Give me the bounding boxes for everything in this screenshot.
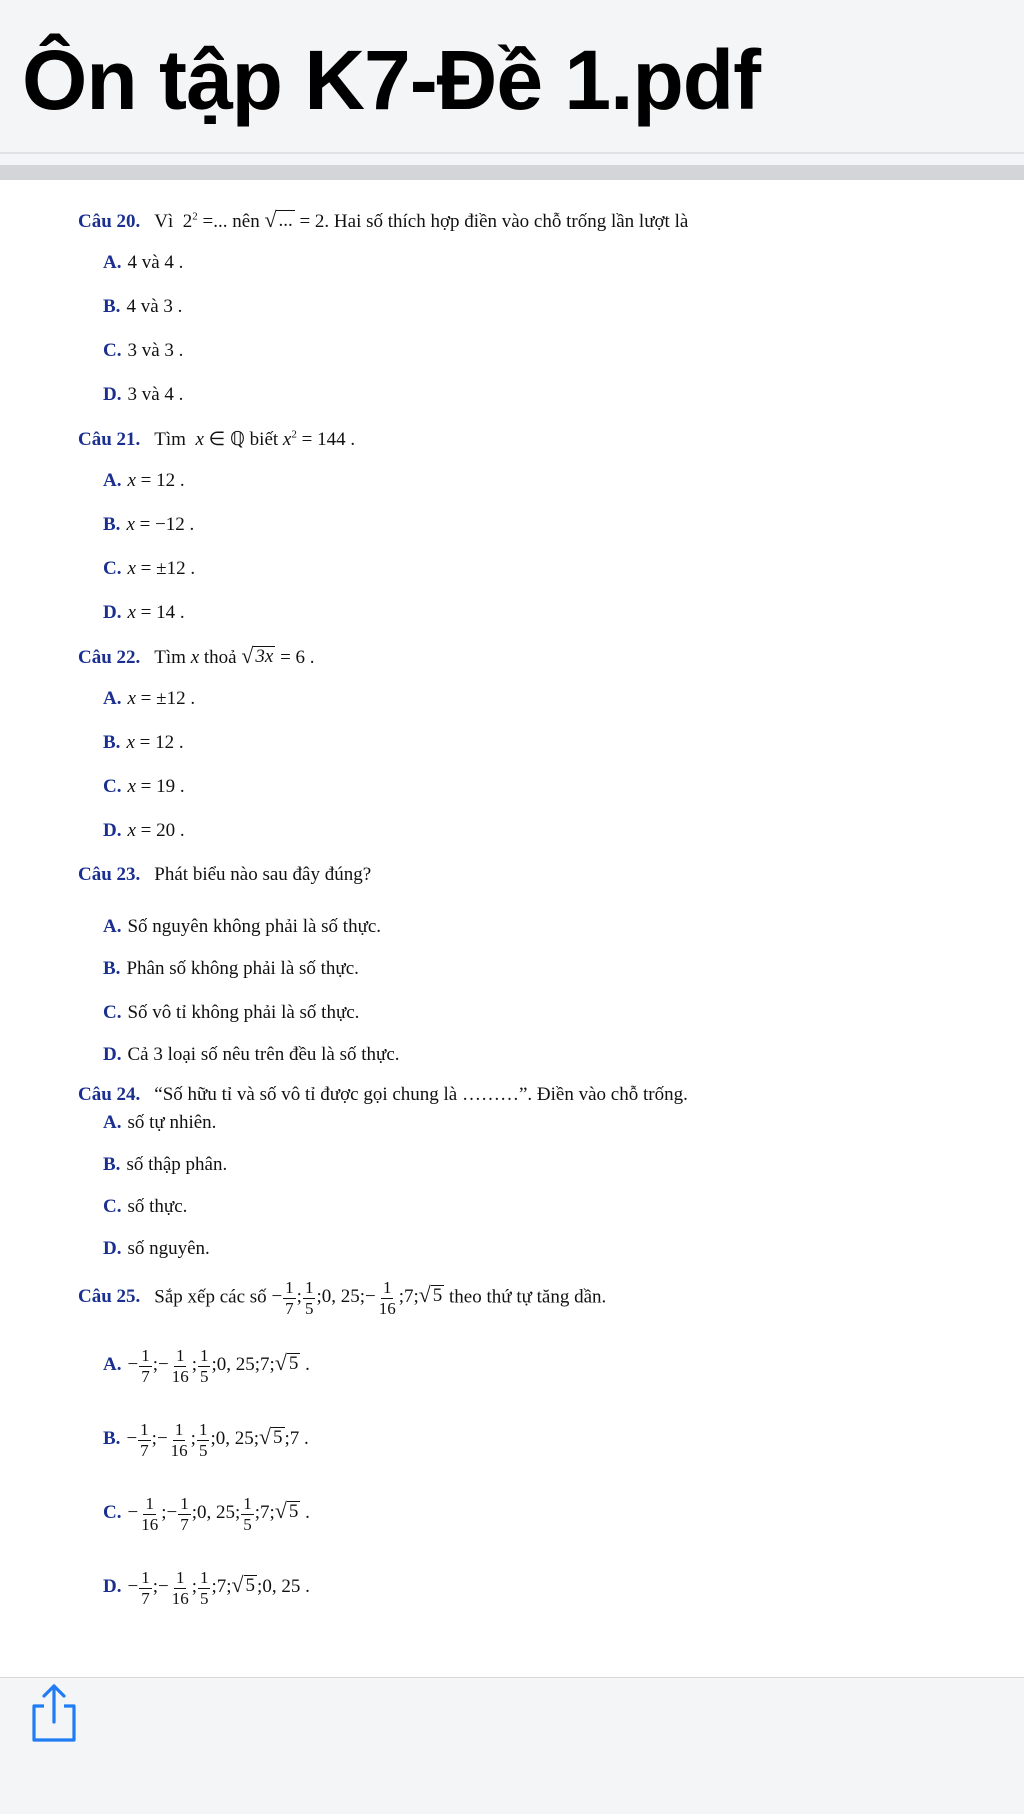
bottom-toolbar: [0, 1678, 1024, 1814]
numerator: 1: [285, 1278, 294, 1297]
fraction-body: [170, 1568, 191, 1608]
fraction-body: [198, 1346, 211, 1386]
sqrt-five: [259, 1427, 285, 1449]
separator: ;: [269, 1502, 275, 1524]
option-var: x: [127, 820, 136, 841]
fraction: [157, 1346, 192, 1386]
separator: ;: [161, 1502, 167, 1524]
minus-sign: −: [157, 1576, 169, 1598]
numerator: 1: [145, 1494, 154, 1513]
question-22: [78, 646, 315, 669]
separator: ;: [254, 1502, 261, 1524]
q21-exp: 2: [291, 428, 297, 441]
option-label: D.: [103, 384, 122, 405]
option-text: = 14 .: [140, 602, 185, 623]
q22-var: x: [190, 647, 200, 669]
decimal-value: 0, 25: [262, 1576, 301, 1598]
option-text: = 20 .: [140, 820, 185, 841]
option-text: = 19 .: [140, 776, 185, 797]
decimal-value: 0, 25: [196, 1502, 235, 1524]
fraction: [240, 1494, 255, 1534]
separator: ;: [398, 1286, 404, 1308]
fraction: [302, 1278, 317, 1318]
option-text: số nguyên.: [127, 1238, 210, 1259]
fraction-body: [139, 1494, 160, 1534]
option-label: D.: [103, 602, 122, 623]
option-label: A.: [103, 688, 122, 709]
option-text: số thực.: [127, 1196, 188, 1217]
separator: ;: [234, 1502, 241, 1524]
fraction-body: [169, 1420, 190, 1460]
radical-sign: √: [274, 1499, 287, 1524]
question-21: [78, 428, 355, 451]
option-label: B.: [103, 296, 121, 317]
q22-text2: thoả: [203, 647, 237, 669]
separator: ;: [210, 1428, 216, 1450]
q25-option-b[interactable]: [103, 1420, 309, 1460]
integer-value: 7: [289, 1428, 300, 1450]
q24-option-b[interactable]: [103, 1154, 227, 1176]
denominator: 5: [199, 1588, 209, 1608]
fraction-body: [138, 1420, 151, 1460]
option-var: x: [127, 470, 136, 491]
option-var: x: [126, 514, 135, 535]
fraction-body: [139, 1346, 152, 1386]
option-text: 4 và 4 .: [127, 252, 184, 273]
q20-radicand: ...: [278, 210, 293, 231]
numerator: 1: [304, 1278, 314, 1297]
q22-text: Tìm: [154, 647, 186, 669]
denominator: 16: [171, 1588, 189, 1608]
share-icon[interactable]: [24, 1682, 84, 1742]
option-label: B.: [103, 732, 121, 753]
q20-option-c[interactable]: [103, 340, 183, 362]
fraction: [196, 1420, 211, 1460]
question-number: Câu 23.: [78, 864, 141, 885]
fraction: [156, 1420, 191, 1460]
fraction-body: [198, 1568, 211, 1608]
fraction: [197, 1568, 212, 1608]
q24-option-a[interactable]: [103, 1112, 216, 1134]
option-text: 3 và 3 .: [127, 340, 184, 361]
q22-eq: = 6 .: [280, 647, 315, 669]
option-text: 4 và 3 .: [126, 296, 183, 317]
fraction: [126, 1420, 151, 1460]
q21-option-c[interactable]: [103, 558, 195, 580]
option-label: B.: [103, 1154, 121, 1175]
question-number: Câu 25.: [78, 1286, 141, 1308]
integer-value: 7: [216, 1576, 227, 1598]
radicand: 5: [245, 1575, 256, 1597]
denominator: 5: [304, 1298, 314, 1318]
option-text: Số vô tỉ không phải là số thực.: [127, 1002, 360, 1023]
q20-exp: 2: [192, 210, 198, 223]
sqrt-five: [275, 1501, 301, 1523]
radicand: 5: [432, 1285, 443, 1307]
radical-sign: √: [231, 1573, 244, 1598]
separator: ;: [359, 1286, 365, 1308]
page-gap: [0, 165, 1024, 180]
question-20: [78, 210, 688, 233]
separator: ;: [257, 1576, 263, 1598]
q20-eq: = 2: [299, 211, 325, 233]
separator: ;: [152, 1354, 158, 1376]
q22-option-b[interactable]: [103, 732, 184, 754]
option-var: x: [127, 602, 136, 623]
separator: ;: [190, 1428, 196, 1450]
fraction-body: [139, 1568, 152, 1608]
q21-option-a[interactable]: [103, 470, 185, 492]
option-text: = −12 .: [139, 514, 195, 535]
denominator: 16: [141, 1514, 159, 1534]
q23-text: Phát biểu nào sau đây đúng?: [154, 864, 372, 885]
q25-text: Sắp xếp các số: [154, 1286, 267, 1308]
option-label: D.: [103, 1044, 122, 1065]
minus-sign: −: [127, 1354, 139, 1376]
numerator: 1: [140, 1420, 149, 1439]
option-label: A.: [103, 252, 122, 273]
separator: ;: [191, 1502, 197, 1524]
radical-sign: √: [418, 1283, 431, 1308]
option-label: C.: [103, 340, 122, 361]
integer-value: 7: [260, 1502, 270, 1524]
sqrt-five: [275, 1353, 301, 1375]
sqrt-five: [419, 1285, 445, 1307]
decimal-value: 0, 25: [216, 1354, 255, 1376]
period: .: [299, 1428, 309, 1450]
q25-option-c[interactable]: [103, 1494, 310, 1534]
q20-sqrt: √ ...: [264, 208, 293, 233]
q21-var: x: [195, 429, 204, 450]
question-number: Câu 24.: [78, 1084, 141, 1105]
separator: ;: [269, 1354, 275, 1376]
numerator: 1: [199, 1568, 209, 1587]
option-text: số tự nhiên.: [127, 1112, 217, 1133]
q25-text2: theo thứ tự tăng dần.: [449, 1286, 607, 1308]
option-label: D.: [103, 1238, 122, 1259]
denominator: 7: [141, 1588, 150, 1608]
separator: ;: [284, 1428, 290, 1450]
option-text: số thập phân.: [126, 1154, 228, 1175]
pdf-header: [0, 0, 1024, 150]
question-25: [78, 1278, 606, 1318]
separator: ;: [152, 1576, 158, 1598]
option-label: C.: [103, 558, 122, 579]
q21-option-b[interactable]: [103, 514, 194, 536]
decimal-value: 0, 25: [215, 1428, 254, 1450]
q22-radicand: 3x: [255, 646, 274, 667]
fraction: [127, 1568, 152, 1608]
fraction: [197, 1346, 212, 1386]
numerator: 1: [198, 1420, 208, 1439]
numerator: 1: [141, 1346, 150, 1365]
q25-option-d[interactable]: [103, 1568, 310, 1608]
separator: ;: [413, 1286, 419, 1308]
option-math: [127, 1346, 310, 1386]
fraction-body: [178, 1494, 191, 1534]
fraction: [127, 1346, 152, 1386]
radical-sign: √: [274, 1351, 287, 1376]
denominator: 5: [198, 1440, 208, 1460]
separator: ;: [211, 1576, 217, 1598]
denominator: 7: [141, 1366, 150, 1386]
fraction: [157, 1568, 192, 1608]
minus-sign: −: [365, 1286, 376, 1308]
q23-option-a[interactable]: [103, 916, 381, 938]
q20-option-d[interactable]: [103, 384, 183, 406]
q21-option-d[interactable]: [103, 602, 185, 624]
q22-option-d[interactable]: [103, 820, 185, 842]
decimal-value: 0, 25: [321, 1286, 360, 1308]
denominator: 7: [180, 1514, 189, 1534]
option-math: [127, 1494, 310, 1534]
option-math: [127, 1568, 310, 1608]
option-text: Số nguyên không phải là số thực.: [127, 916, 382, 937]
option-text: Phân số không phải là số thực.: [126, 958, 359, 979]
q22-option-c[interactable]: [103, 776, 185, 798]
question-number: Câu 22.: [78, 647, 141, 669]
option-label: C.: [103, 1502, 122, 1524]
denominator: 5: [199, 1366, 209, 1386]
radical-sign: √: [259, 1425, 271, 1450]
q20-blank: =... nên: [202, 211, 260, 233]
separator: ;: [316, 1286, 322, 1308]
option-text: = ±12 .: [140, 558, 196, 579]
fraction: [127, 1494, 161, 1534]
document-title: Ôn tập K7-Đề 1.pdf: [22, 33, 761, 127]
option-label: A.: [103, 1112, 122, 1133]
q20-text: Vì: [154, 211, 174, 233]
option-label: A.: [103, 1354, 122, 1376]
numerator: 1: [382, 1278, 392, 1297]
fraction-body: [170, 1346, 191, 1386]
q22-sqrt: √ 3x: [241, 644, 274, 669]
separator: ;: [191, 1576, 197, 1598]
minus-sign: −: [127, 1576, 139, 1598]
fraction: [271, 1278, 296, 1318]
option-label: B.: [103, 958, 121, 979]
q25-option-a[interactable]: [103, 1346, 310, 1386]
integer-value: 7: [404, 1286, 414, 1308]
sqrt-five: [232, 1575, 258, 1597]
option-text: 3 và 4 .: [127, 384, 184, 405]
numerator: 1: [180, 1494, 189, 1513]
q21-set: ∈ ℚ: [208, 429, 245, 450]
fraction: [166, 1494, 191, 1534]
denominator: 7: [140, 1440, 149, 1460]
fraction-body: [377, 1278, 398, 1318]
option-var: x: [126, 732, 135, 753]
q21-text2: biết: [249, 429, 279, 450]
minus-sign: −: [127, 1502, 139, 1524]
denominator: 5: [243, 1514, 252, 1534]
separator: ;: [226, 1576, 232, 1598]
q23-option-b[interactable]: [103, 958, 359, 980]
option-label: B.: [103, 514, 121, 535]
q23-option-d[interactable]: [103, 1044, 400, 1066]
separator: ;: [211, 1354, 217, 1376]
option-text: = 12 .: [140, 470, 185, 491]
share-icon-graphic: [24, 1682, 84, 1742]
option-var: x: [127, 558, 136, 579]
question-23: [78, 864, 371, 886]
numerator: 1: [243, 1494, 252, 1513]
radicand: 5: [288, 1501, 299, 1523]
denominator: 7: [285, 1298, 294, 1318]
denominator: 16: [378, 1298, 396, 1318]
q20-option-b[interactable]: [103, 296, 182, 318]
option-label: C.: [103, 1002, 122, 1023]
q20-option-a[interactable]: [103, 252, 183, 274]
option-label: A.: [103, 470, 122, 491]
minus-sign: −: [156, 1428, 168, 1450]
option-label: C.: [103, 776, 122, 797]
q22-option-a[interactable]: [103, 688, 195, 710]
option-math: [126, 1420, 309, 1460]
header-divider: [0, 152, 1024, 154]
q21-var2: x: [282, 429, 292, 450]
option-label: D.: [103, 1576, 122, 1598]
denominator: 16: [170, 1440, 188, 1460]
option-text: = ±12 .: [140, 688, 196, 709]
question-24: [78, 1084, 688, 1106]
separator: ;: [254, 1354, 261, 1376]
option-text: Cả 3 loại số nêu trên đều là số thực.: [127, 1044, 400, 1065]
period: .: [300, 1502, 310, 1524]
pdf-page[interactable]: [0, 180, 1024, 1677]
option-label: C.: [103, 1196, 122, 1217]
question-number: Câu 21.: [78, 429, 141, 450]
period: .: [300, 1576, 310, 1598]
q21-eq: = 144 .: [301, 429, 356, 450]
option-label: B.: [103, 1428, 121, 1450]
option-label: A.: [103, 916, 122, 937]
numerator: 1: [175, 1346, 185, 1365]
fraction-body: [241, 1494, 254, 1534]
minus-sign: −: [157, 1354, 169, 1376]
separator: ;: [296, 1286, 302, 1308]
option-text: = 12 .: [139, 732, 184, 753]
option-var: x: [127, 776, 136, 797]
denominator: 16: [171, 1366, 189, 1386]
q20-text2: . Hai số thích hợp điền vào chỗ trống lần lượt là: [324, 211, 689, 233]
numerator: 1: [174, 1420, 184, 1439]
q25-number-list: [271, 1278, 444, 1318]
fraction-body: [303, 1278, 316, 1318]
minus-sign: −: [271, 1286, 283, 1308]
integer-value: 7: [260, 1354, 270, 1376]
separator: ;: [191, 1354, 197, 1376]
radicand: 5: [288, 1353, 299, 1375]
q23-option-c[interactable]: [103, 1002, 359, 1024]
numerator: 1: [141, 1568, 150, 1587]
minus-sign: −: [126, 1428, 138, 1450]
fraction-body: [283, 1278, 296, 1318]
period: .: [300, 1354, 310, 1376]
minus-sign: −: [166, 1502, 178, 1524]
radicand: 5: [273, 1427, 283, 1449]
option-var: x: [127, 688, 136, 709]
numerator: 1: [199, 1346, 209, 1365]
fraction-body: [197, 1420, 210, 1460]
q24-text: “Số hữu tỉ và số vô tỉ được gọi chung là ………”. Điền vào chỗ trống.: [154, 1084, 688, 1105]
q24-option-d[interactable]: [103, 1238, 210, 1260]
separator: ;: [253, 1428, 259, 1450]
question-number: Câu 20.: [78, 211, 141, 233]
q20-base: 2: [182, 211, 193, 233]
q21-text: Tìm: [154, 429, 186, 450]
separator: ;: [151, 1428, 157, 1450]
fraction: [365, 1278, 399, 1318]
option-label: D.: [103, 820, 122, 841]
numerator: 1: [175, 1568, 185, 1587]
q24-option-c[interactable]: [103, 1196, 187, 1218]
